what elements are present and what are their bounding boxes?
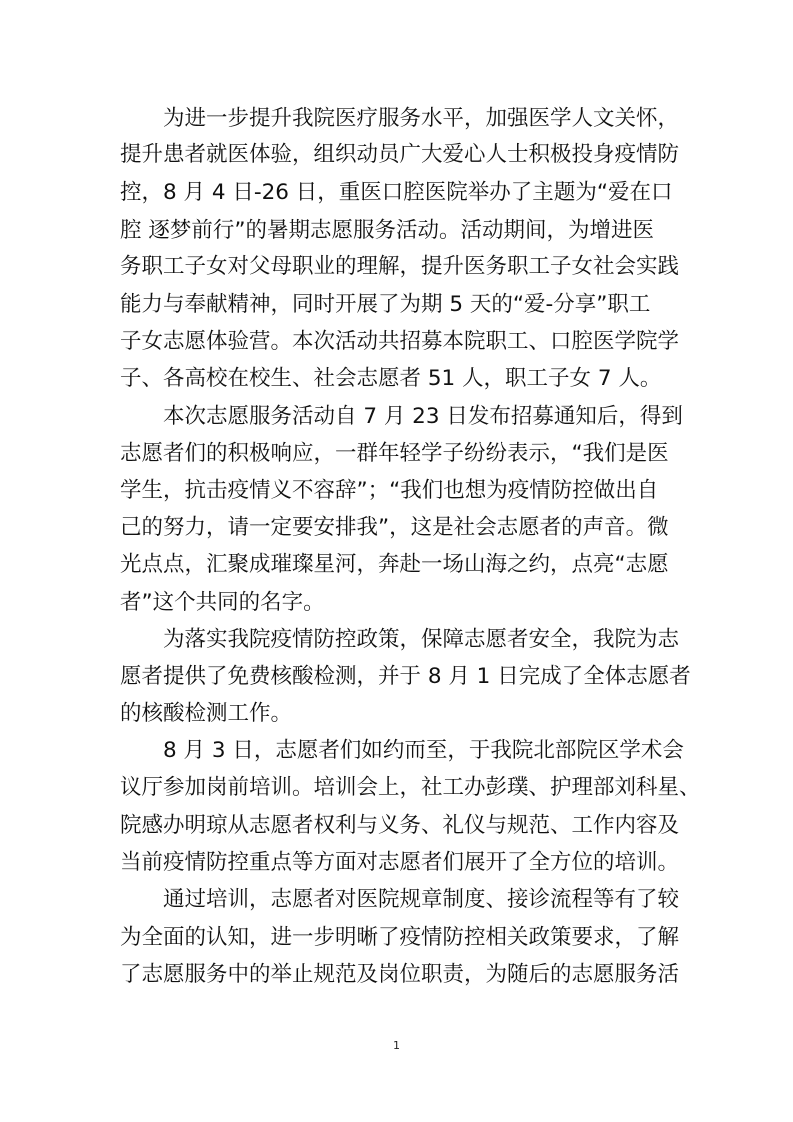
text-line: 子、各高校在校生、社会志愿者 51 人，职工子女 7 人。 — [120, 366, 662, 391]
text-line: 院感办明琼从志愿者权利与义务、礼仪与规范、工作内容及 — [120, 813, 680, 838]
text-line: 控，8 月 4 日-26 日，重医口腔医院举办了主题为“爱在口 — [120, 180, 673, 205]
page-number: 1 — [393, 1039, 400, 1052]
text-line: 为进一步提升我院医疗服务水平，加强医学人文关怀， — [163, 106, 680, 131]
text-line: 为落实我院疫情防控政策，保障志愿者安全，我院为志 — [163, 627, 680, 652]
text-line: 为全面的认知，进一步明晰了疫情防控相关政策要求，了解 — [120, 925, 680, 950]
text-line: 的核酸检测工作。 — [120, 701, 293, 726]
text-line: 能力与奉献精神，同时开展了为期 5 天的“爱-分享”职工 — [120, 292, 651, 317]
text-line: 腔 逐梦前行”的暑期志愿服务活动。活动期间，为增进医 — [120, 218, 654, 243]
text-line: 8 月 3 日，志愿者们如约而至，于我院北部院区学术会 — [163, 738, 684, 763]
text-line: 愿者提供了免费核酸检测，并于 8 月 1 日完成了全体志愿者 — [120, 664, 691, 689]
text-line: 者”这个共同的名字。 — [120, 590, 325, 615]
text-line: 学生，抗击疫情义不容辞”；“我们也想为疫情防控做出自 — [120, 478, 659, 503]
text-line: 光点点，汇聚成璀璨星河，奔赴一场山海之约，点亮“志愿 — [120, 552, 669, 577]
text-line: 本次志愿服务活动自 7 月 23 日发布招募通知后，得到 — [163, 404, 683, 429]
text-line: 己的努力，请一定要安排我”，这是社会志愿者的声音。微 — [120, 515, 669, 540]
text-line: 议厅参加岗前培训。培训会上，社工办彭璞、护理部刘科星、 — [120, 775, 701, 800]
text-line: 当前疫情防控重点等方面对志愿者们展开了全方位的培训。 — [120, 850, 680, 875]
text-line: 了志愿服务中的举止规范及岗位职责，为随后的志愿服务活 — [120, 962, 680, 987]
text-line: 提升患者就医体验，组织动员广大爱心人士积极投身疫情防 — [120, 142, 680, 167]
text-line: 通过培训，志愿者对医院规章制度、接诊流程等有了较 — [163, 887, 680, 912]
text-line: 志愿者们的积极响应，一群年轻学子纷纷表示，“我们是医 — [120, 441, 669, 466]
text-line: 子女志愿体验营。本次活动共招募本院职工、口腔医学院学 — [120, 329, 680, 354]
text-line: 务职工子女对父母职业的理解，提升医务职工子女社会实践 — [120, 254, 680, 279]
